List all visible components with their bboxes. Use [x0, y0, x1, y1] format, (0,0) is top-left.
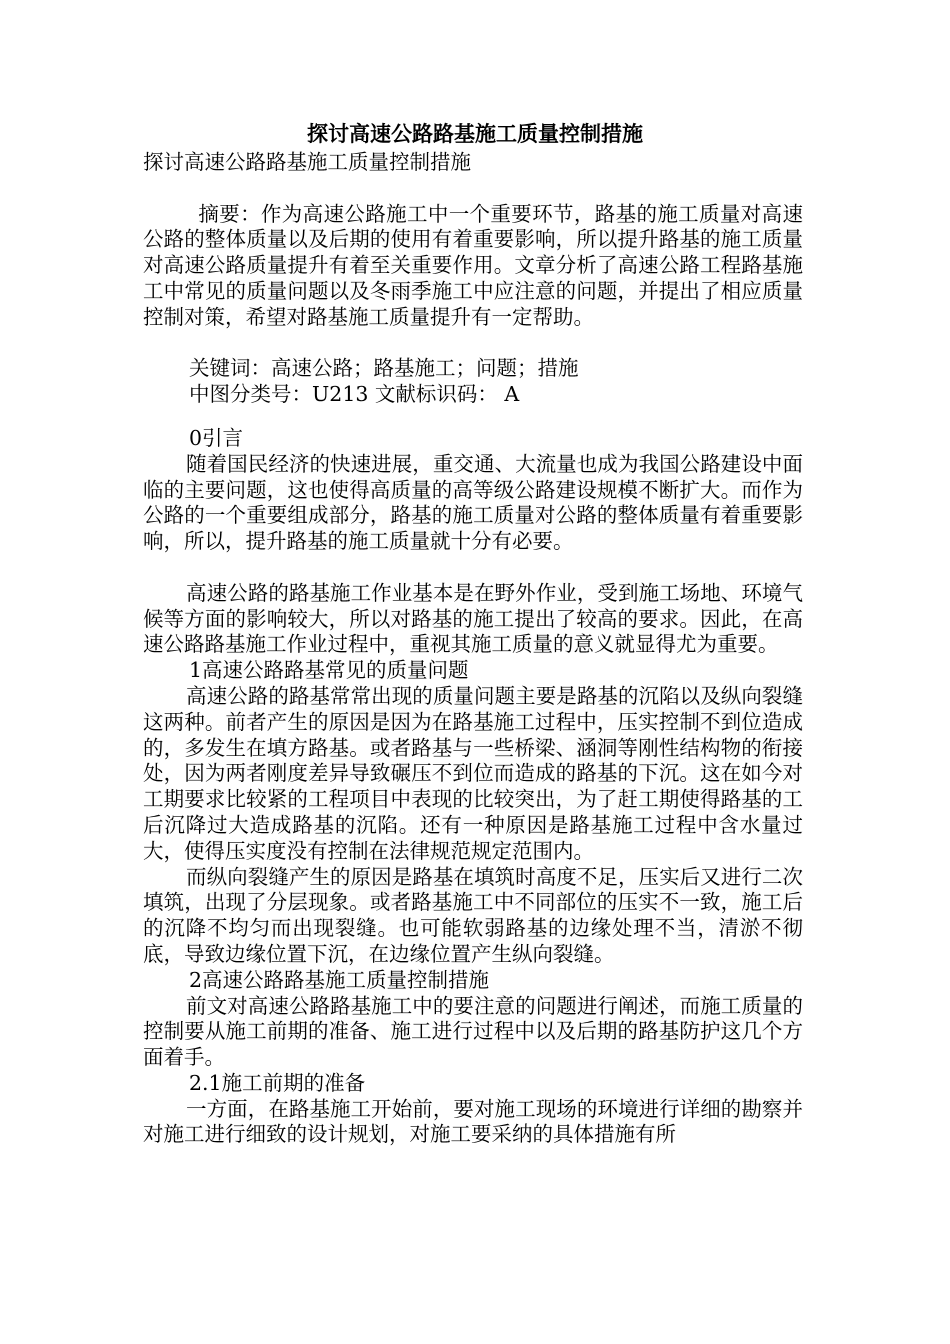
- section-heading-2: 2高速公路路基施工质量控制措施: [189, 967, 490, 992]
- spacer: [143, 176, 803, 202]
- spacer: [143, 555, 803, 581]
- body-paragraph: 随着国民经济的快速进展，重交通、大流量也成为我国公路建设中面临的主要问题，这也使得高质量的高等级公路建设规模不断扩大。而作为公路的一个重要组成部分，路基的施工质量对公路的整体质量有着重要影响，所以，提升路基的施工质量就十分有必要。: [143, 451, 803, 554]
- section-heading-1: 1高速公路路基常见的质量问题: [189, 658, 469, 683]
- document-subtitle: 探讨高速公路路基施工质量控制措施: [143, 150, 471, 174]
- section-heading-2-1: 2.1施工前期的准备: [189, 1070, 366, 1095]
- classification-line: 中图分类号：U213 文献标识码： A: [189, 382, 520, 407]
- spacer: [143, 331, 803, 357]
- abstract-paragraph: 摘要：作为高速公路施工中一个重要环节，路基的施工质量对高速公路的整体质量以及后期的使用有着重要影响，所以提升路基的施工质量对高速公路质量提升有着至关重要作用。文章分析了高速公路工程路基施工中常见的质量问题以及冬雨季施工中应注意的问题，并提出了相应质量控制对策，希望对路基施工质量提升有一定帮助。: [143, 201, 803, 329]
- body-paragraph: 高速公路的路基常常出现的质量问题主要是路基的沉陷以及纵向裂缝这两种。前者产生的原因是因为在路基施工过程中，压实控制不到位造成的，多发生在填方路基。或者路基与一些桥梁、涵洞等刚性结构物的衔接处，因为两者刚度差异导致碾压不到位而造成的路基的下沉。这在如今对工期要求比较紧的工程项目中表现的比较突出，为了赶工期使得路基的工后沉降过大造成路基的沉陷。还有一种原因是路基施工过程中含水量过大，使得压实度没有控制在法律规范规定范围内。: [143, 683, 803, 863]
- body-paragraph: 而纵向裂缝产生的原因是路基在填筑时高度不足，压实后又进行二次填筑，出现了分层现象。或者路基施工中不同部位的压实不一致，施工后的沉降不均匀而出现裂缝。也可能软弱路基的边缘处理不当，清淤不彻底，导致边缘位置下沉，在边缘位置产生纵向裂缝。: [143, 864, 803, 966]
- body-paragraph: 高速公路的路基施工作业基本是在野外作业，受到施工场地、环境气候等方面的影响较大，所以对路基的施工提出了较高的要求。因此，在高速公路路基施工作业过程中，重视其施工质量的意义就显得尤为重要。: [143, 580, 803, 657]
- body-paragraph: 一方面，在路基施工开始前，要对施工现场的环境进行详细的勘察并对施工进行细致的设计规划，对施工要采纳的具体措施有所: [143, 1096, 803, 1147]
- document-body: [143, 150, 803, 1148]
- spacer: [143, 408, 803, 426]
- body-paragraph: 前文对高速公路路基施工中的要注意的问题进行阐述，而施工质量的控制要从施工前期的准备、施工进行过程中以及后期的路基防护这几个方面着手。: [143, 993, 803, 1070]
- keywords-line: 关键词：高速公路；路基施工；问题；措施: [189, 356, 579, 381]
- document-title: 探讨高速公路路基施工质量控制措施: [307, 121, 643, 146]
- section-heading-0: 0引言: [189, 425, 244, 450]
